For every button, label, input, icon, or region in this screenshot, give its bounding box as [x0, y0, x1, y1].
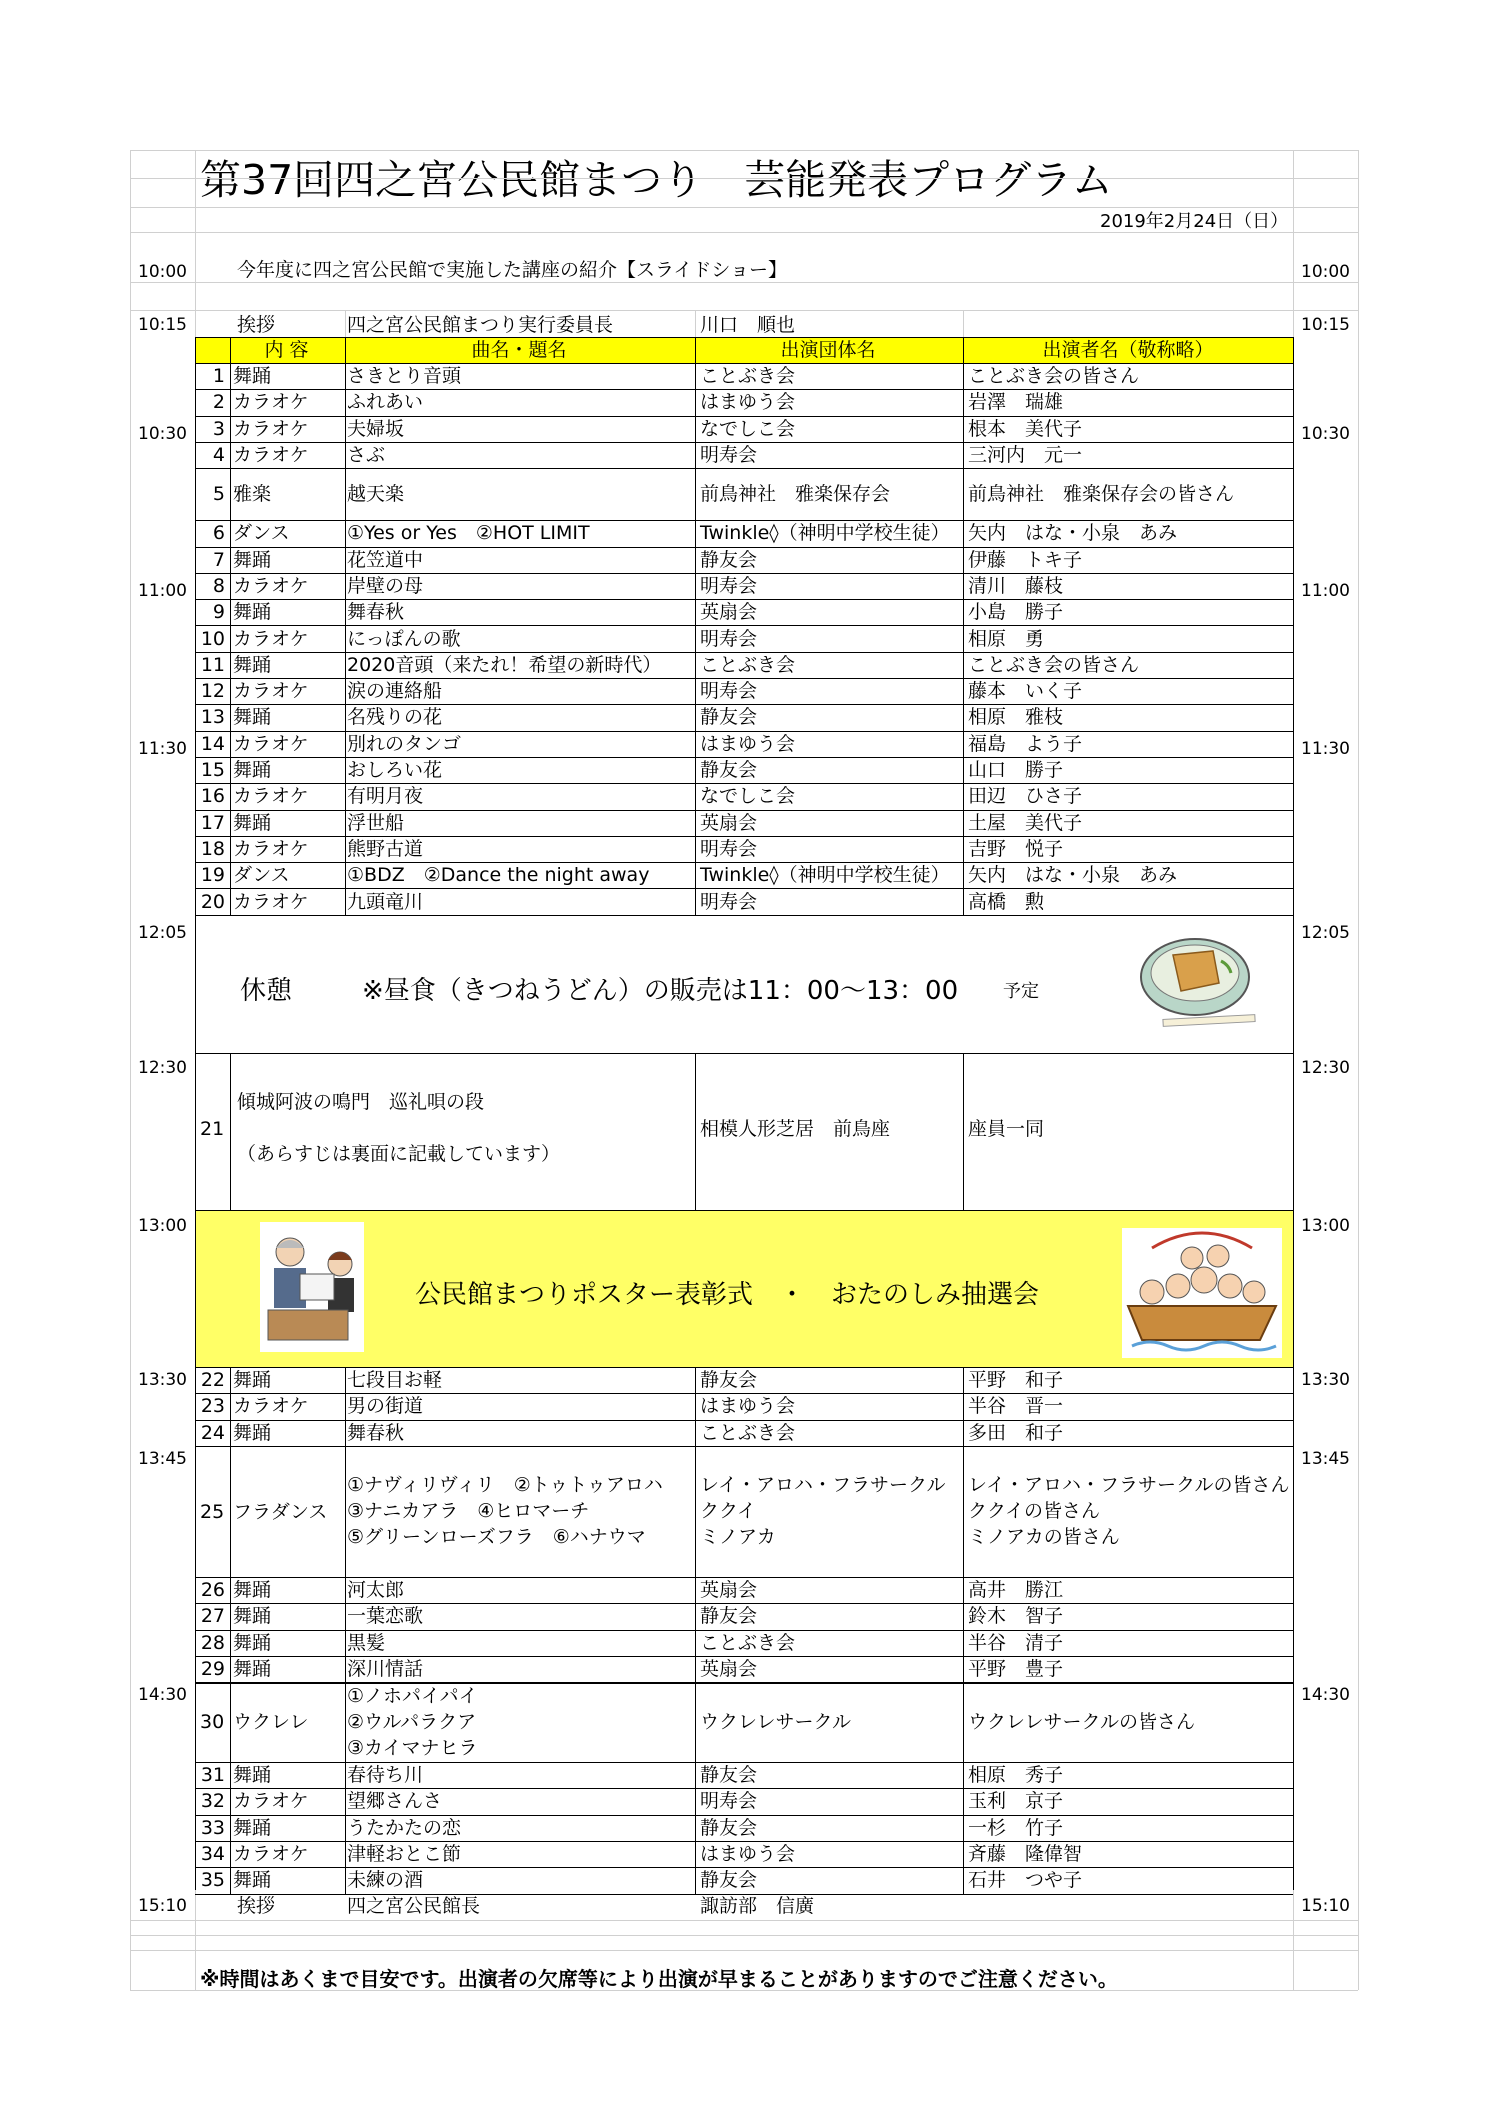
grid-line	[195, 888, 1293, 889]
row-type: カラオケ	[233, 627, 309, 650]
row-type: 舞踊	[233, 1421, 272, 1444]
row-number: 29	[200, 1658, 225, 1681]
grid-line	[695, 1053, 696, 1210]
grid-line	[230, 337, 231, 915]
row-performer: 根本 美代子	[968, 417, 1083, 440]
row-number: 34	[200, 1843, 225, 1866]
row-song: 七段目お軽	[347, 1369, 443, 1392]
row-number: 13	[200, 706, 225, 729]
row-type: カラオケ	[233, 574, 309, 597]
row-performer: 高井 勝江	[968, 1579, 1064, 1602]
header-song: 曲名・題名	[471, 339, 567, 361]
grid-line	[195, 1841, 1293, 1842]
row-performer: 矢内 はな・小泉 あみ	[968, 864, 1178, 887]
grid-line	[195, 573, 1293, 574]
grid-line	[130, 150, 131, 1990]
row-performer: 山口 勝子	[968, 759, 1064, 782]
row30-group: ウクレレサークル	[700, 1711, 851, 1733]
grid-line	[195, 468, 1293, 469]
row-number: 23	[200, 1395, 225, 1418]
row-performer: 藤本 いく子	[968, 680, 1083, 703]
row-type: カラオケ	[233, 417, 309, 440]
row-group: はまゆう会	[700, 1843, 796, 1866]
grid-line	[195, 1053, 1293, 1054]
lucky-gods-boat-icon	[1122, 1228, 1282, 1358]
grid-line	[195, 1762, 1293, 1763]
row-song: 浮世船	[347, 811, 405, 834]
row-type: カラオケ	[233, 1395, 309, 1418]
row-group: はまゆう会	[700, 391, 796, 414]
row-number: 8	[212, 574, 225, 597]
row-song: 一葉恋歌	[347, 1605, 424, 1628]
row-song: 九頭竜川	[347, 890, 424, 913]
row-number: 22	[200, 1369, 225, 1392]
row-song: 花笠道中	[347, 548, 424, 571]
row-type: 舞踊	[233, 759, 272, 782]
row-type: 舞踊	[233, 1605, 272, 1628]
row-performer: 岩澤 瑞雄	[968, 391, 1064, 414]
row-type: カラオケ	[233, 732, 309, 755]
page-title: 第37回四之宮公民館まつり 芸能発表プログラム	[200, 156, 1113, 204]
row-number: 17	[200, 811, 225, 834]
row-performer: 斉藤 隆偉智	[968, 1843, 1083, 1866]
row21-group: 相模人形芝居 前鳥座	[700, 1118, 891, 1140]
grid-line	[695, 337, 696, 915]
row-song: おしろい花	[347, 759, 443, 782]
time-label: 13:45	[138, 1449, 187, 1469]
grid-line	[195, 547, 1293, 548]
grid-line	[195, 1603, 1293, 1604]
row25-type: フラダンス	[233, 1501, 328, 1523]
row25-song: ③ナニカアラ ④ヒロマーチ	[347, 1500, 590, 1522]
time-label: 10:30	[138, 424, 187, 444]
row-song: ①BDZ ②Dance the night away	[347, 864, 650, 887]
row-song: さきとり音頭	[347, 365, 462, 388]
row-group: なでしこ会	[700, 785, 796, 808]
grid-line	[195, 1446, 1293, 1447]
grid-line	[195, 810, 1293, 811]
break-text: ※昼食（きつねうどん）の販売は11：00～13：00	[362, 976, 959, 1006]
row-group: 明寿会	[700, 837, 758, 860]
row-number: 11	[200, 653, 225, 676]
row-type: カラオケ	[233, 680, 309, 703]
header-group: 出演団体名	[780, 339, 876, 361]
row-performer: 半谷 清子	[968, 1631, 1064, 1654]
row-number: 14	[200, 732, 225, 755]
intro-text: 今年度に四之宮公民館で実施した講座の紹介【スライドショー】	[237, 259, 788, 281]
row-song: 岸壁の母	[347, 574, 424, 597]
grid-line	[130, 310, 1358, 311]
grid-line	[195, 337, 1293, 338]
row-performer: 平野 豊子	[968, 1658, 1064, 1681]
grid-line	[130, 1935, 1358, 1936]
row-song: 黒髪	[347, 1631, 386, 1654]
grid-line	[1358, 150, 1359, 1990]
grid-line	[195, 599, 1293, 600]
grid-line	[195, 442, 1293, 443]
grid-line	[195, 520, 1293, 521]
time-label: 10:30	[1301, 424, 1350, 444]
grid-line	[195, 1577, 1293, 1578]
row-type: 舞踊	[233, 365, 272, 388]
row-song: ふれあい	[347, 391, 424, 414]
row-performer: 鈴木 智子	[968, 1605, 1064, 1628]
grid-line	[345, 337, 346, 915]
row-performer: 土屋 美代子	[968, 811, 1083, 834]
row-song: 津軽おとこ節	[347, 1843, 462, 1866]
grid-line	[195, 1788, 1293, 1789]
row-song: うたかたの恋	[347, 1816, 462, 1839]
grid-line	[195, 915, 1293, 916]
row-group: はまゆう会	[700, 732, 796, 755]
time-label: 11:30	[1301, 739, 1350, 759]
row25-performer: ククイの皆さん	[968, 1500, 1101, 1522]
grid-line	[195, 836, 1293, 837]
row-group: 英扇会	[700, 811, 758, 834]
award-ceremony-icon	[260, 1222, 364, 1352]
row-number: 35	[200, 1869, 225, 1892]
grid-line	[130, 282, 1358, 283]
row-performer: ことぶき会の皆さん	[968, 653, 1140, 676]
row-group: 静友会	[700, 759, 758, 782]
row-performer: 玉利 京子	[968, 1790, 1064, 1813]
row-type: 舞踊	[233, 548, 272, 571]
row-number: 21	[200, 1118, 225, 1140]
grid-line	[195, 678, 1293, 679]
row-type: 舞踊	[233, 1369, 272, 1392]
row-type: 舞踊	[233, 653, 272, 676]
opening-name: 川口 順也	[700, 314, 796, 336]
row-song: 2020音頭（来たれ！希望の新時代）	[347, 653, 662, 676]
grid-line	[195, 1867, 1293, 1868]
row-performer: 伊藤 トキ子	[968, 548, 1083, 571]
grid-line	[195, 1367, 1293, 1368]
row-performer: 相原 秀子	[968, 1764, 1064, 1787]
row-number: 16	[200, 785, 225, 808]
row-number: 1	[212, 365, 225, 388]
row-group: 明寿会	[700, 627, 758, 650]
row25-group: ククイ	[700, 1500, 757, 1522]
row-number: 28	[200, 1631, 225, 1654]
row-number: 15	[200, 759, 225, 782]
row-number: 30	[200, 1711, 225, 1733]
row-number: 25	[200, 1501, 225, 1523]
time-label: 12:30	[1301, 1058, 1350, 1078]
row-type: 舞踊	[233, 1658, 272, 1681]
row-type: ダンス	[233, 522, 290, 545]
row-type: カラオケ	[233, 837, 309, 860]
time-label: 11:00	[138, 581, 187, 601]
row-type: 舞踊	[233, 601, 272, 624]
row-number: 3	[212, 417, 225, 440]
time-label: 15:10	[1301, 1896, 1350, 1916]
row-song: 舞春秋	[347, 601, 405, 624]
row-type: 舞踊	[233, 1764, 272, 1787]
row-type: カラオケ	[233, 890, 309, 913]
closing-role: 四之宮公民館長	[347, 1895, 481, 1917]
row-type: ダンス	[233, 864, 290, 887]
grid-line	[195, 416, 1293, 417]
time-label: 10:15	[138, 315, 187, 335]
row25-performer: レイ・アロハ・フラサークルの皆さん	[968, 1474, 1290, 1496]
row-number: 24	[200, 1421, 225, 1444]
row-number: 5	[212, 483, 225, 506]
grid-line	[195, 862, 1293, 863]
row-performer: 一杉 竹子	[968, 1816, 1064, 1839]
time-label: 10:00	[138, 262, 187, 282]
row-type: カラオケ	[233, 1843, 309, 1866]
row-group: ことぶき会	[700, 1631, 796, 1654]
grid-line	[195, 757, 1293, 758]
row-number: 32	[200, 1790, 225, 1813]
row-group: 静友会	[700, 1869, 758, 1892]
grid-line	[695, 1367, 696, 1894]
row-number: 4	[212, 444, 225, 467]
row-song: 未練の酒	[347, 1869, 424, 1892]
row-group: 静友会	[700, 548, 758, 571]
row-type: カラオケ	[233, 785, 309, 808]
row-number: 20	[200, 890, 225, 913]
row-number: 27	[200, 1605, 225, 1628]
header-content: 内 容	[264, 339, 309, 361]
grid-line	[130, 178, 1358, 179]
break-label: 休憩	[240, 976, 293, 1006]
row-group: Twinkle◊（神明中学校生徒）	[700, 864, 950, 887]
row-type: 舞踊	[233, 811, 272, 834]
row-number: 26	[200, 1579, 225, 1602]
time-label: 13:30	[138, 1370, 187, 1390]
row-performer: 多田 和子	[968, 1421, 1064, 1444]
row25-group: ミノアカ	[700, 1526, 776, 1548]
row21-title: 傾城阿波の鳴門 巡礼唄の段	[237, 1091, 485, 1113]
row-song: 涙の連絡船	[347, 680, 443, 703]
row-performer: ことぶき会の皆さん	[968, 365, 1140, 388]
row-number: 31	[200, 1764, 225, 1787]
row-song: さぶ	[347, 444, 386, 467]
row-number: 7	[212, 548, 225, 571]
row-number: 12	[200, 680, 225, 703]
row-group: 前鳥神社 雅楽保存会	[700, 483, 891, 506]
row-group: 英扇会	[700, 1579, 758, 1602]
row-group: 明寿会	[700, 444, 758, 467]
grid-line	[195, 625, 1293, 626]
row-performer: 吉野 悦子	[968, 837, 1064, 860]
row-type: 舞踊	[233, 1816, 272, 1839]
grid-line	[195, 389, 1293, 390]
row-type: 舞踊	[233, 1869, 272, 1892]
footnote: ※時間はあくまで目安です。出演者の欠席等により出演が早まることがありますのでご注意ください。	[200, 1967, 1118, 1991]
time-label: 13:45	[1301, 1449, 1350, 1469]
row30-song: ③カイマナヒラ	[347, 1737, 478, 1759]
row-group: 明寿会	[700, 680, 758, 703]
time-label: 13:00	[1301, 1216, 1350, 1236]
closing-label: 挨拶	[237, 1895, 276, 1917]
row-number: 9	[212, 601, 225, 624]
grid-line	[963, 1367, 964, 1894]
row25-performer: ミノアカの皆さん	[968, 1526, 1120, 1548]
time-label: 12:30	[138, 1058, 187, 1078]
row-performer: 福島 よう子	[968, 732, 1083, 755]
row-group: はまゆう会	[700, 1395, 796, 1418]
row-number: 18	[200, 837, 225, 860]
row-group: ことぶき会	[700, 1421, 796, 1444]
row-song: にっぽんの歌	[347, 627, 461, 650]
grid-line	[195, 652, 1293, 653]
row-song: 望郷さんさ	[347, 1790, 443, 1813]
row-performer: 清川 藤枝	[968, 574, 1064, 597]
time-label: 11:30	[138, 739, 187, 759]
row-group: 静友会	[700, 1369, 758, 1392]
row-performer: 矢内 はな・小泉 あみ	[968, 522, 1178, 545]
row-group: 英扇会	[700, 601, 758, 624]
row-group: 明寿会	[700, 1790, 758, 1813]
row-performer: 高橋 勲	[968, 890, 1045, 913]
row-type: カラオケ	[233, 1790, 309, 1813]
grid-line	[195, 1894, 1293, 1895]
row-performer: 前鳥神社 雅楽保存会の皆さん	[968, 483, 1235, 506]
row-song: 夫婦坂	[347, 417, 405, 440]
row25-song: ①ナヴィリヴィリ ②トゥトゥアロハ	[347, 1474, 663, 1496]
grid-line	[195, 1656, 1293, 1657]
grid-line	[695, 310, 696, 337]
row30-song: ①ノホパイパイ	[347, 1685, 478, 1707]
grid-line	[195, 731, 1293, 732]
row-number: 33	[200, 1816, 225, 1839]
row-song: 名残りの花	[347, 706, 443, 729]
row-song: 別れのタンゴ	[347, 732, 462, 755]
break-suffix: 予定	[1003, 981, 1039, 1002]
row-song: 有明月夜	[347, 785, 424, 808]
row-song: 春待ち川	[347, 1764, 424, 1787]
grid-line	[195, 363, 1293, 364]
row-group: 英扇会	[700, 1658, 758, 1681]
event-date: 2019年2月24日（日）	[1100, 211, 1289, 232]
row-performer: 三河内 元一	[968, 444, 1083, 467]
row-type: カラオケ	[233, 444, 309, 467]
row-group: 明寿会	[700, 574, 758, 597]
grid-line	[195, 1420, 1293, 1421]
grid-line	[195, 783, 1293, 784]
row30-type: ウクレレ	[233, 1711, 309, 1733]
row30-song: ②ウルパラクア	[347, 1711, 477, 1733]
row-group: 静友会	[700, 706, 758, 729]
time-label: 15:10	[138, 1896, 187, 1916]
opening-label: 挨拶	[237, 314, 276, 336]
header-performer: 出演者名（敬称略）	[1042, 339, 1214, 361]
row25-song: ⑤グリーンローズフラ ⑥ハナウマ	[347, 1526, 646, 1548]
row-performer: 小島 勝子	[968, 601, 1064, 624]
closing-name: 諏訪部 信廣	[700, 1895, 815, 1917]
ceremony-text: 公民館まつりポスター表彰式 ・ おたのしみ抽選会	[415, 1280, 1040, 1310]
time-label: 14:30	[138, 1685, 187, 1705]
row-number: 6	[212, 522, 225, 545]
grid-line	[130, 207, 1358, 208]
udon-icon	[1135, 925, 1265, 1040]
row-song: 男の街道	[347, 1395, 424, 1418]
time-label: 12:05	[1301, 923, 1350, 943]
row21-performer: 座員一同	[968, 1118, 1045, 1140]
row-song: 河太郎	[347, 1579, 405, 1602]
grid-line	[130, 150, 1358, 151]
time-label: 13:30	[1301, 1370, 1350, 1390]
time-label: 12:05	[138, 923, 187, 943]
row-type: 舞踊	[233, 1579, 272, 1602]
row-song: 越天楽	[347, 483, 405, 506]
row-performer: 田辺 ひさ子	[968, 785, 1083, 808]
row-song: 深川情話	[347, 1658, 424, 1681]
row-type: 雅楽	[233, 483, 272, 506]
row-performer: 相原 雅枝	[968, 706, 1064, 729]
time-label: 11:00	[1301, 581, 1350, 601]
grid-line	[130, 1920, 1358, 1921]
row-group: ことぶき会	[700, 653, 796, 676]
time-label: 10:00	[1301, 262, 1350, 282]
row-group: なでしこ会	[700, 417, 796, 440]
grid-line	[195, 337, 196, 1890]
grid-line	[195, 1630, 1293, 1631]
time-label: 10:15	[1301, 315, 1350, 335]
row-group: 静友会	[700, 1816, 758, 1839]
grid-line	[345, 1367, 346, 1894]
row-group: Twinkle◊（神明中学校生徒）	[700, 522, 950, 545]
row-song: 舞春秋	[347, 1421, 405, 1444]
grid-line	[230, 1367, 231, 1894]
row-type: 舞踊	[233, 1631, 272, 1654]
time-label: 13:00	[138, 1216, 187, 1236]
grid-line	[963, 337, 964, 915]
grid-line	[195, 1210, 1293, 1211]
row-number: 10	[200, 627, 225, 650]
row-performer: 平野 和子	[968, 1369, 1064, 1392]
row-type: カラオケ	[233, 391, 309, 414]
grid-line	[345, 310, 346, 337]
row-number: 19	[200, 864, 225, 887]
grid-line	[130, 1950, 1358, 1951]
row-song: ①Yes or Yes ②HOT LIMIT	[347, 522, 590, 545]
row-performer: 半谷 晋一	[968, 1395, 1064, 1418]
opening-role: 四之宮公民館まつり実行委員長	[347, 314, 614, 336]
row-group: 静友会	[700, 1764, 758, 1787]
grid-line	[195, 1683, 1293, 1684]
grid-line	[195, 1393, 1293, 1394]
row-song: 熊野古道	[347, 837, 424, 860]
row25-group: レイ・アロハ・フラサークル	[700, 1474, 946, 1496]
row-performer: 相原 勇	[968, 627, 1045, 650]
grid-line	[195, 704, 1293, 705]
grid-line	[230, 1053, 231, 1210]
grid-line	[1293, 337, 1294, 1890]
time-label: 14:30	[1301, 1685, 1350, 1705]
grid-line	[195, 1815, 1293, 1816]
row-number: 2	[212, 391, 225, 414]
row21-note: （あらすじは裏面に記載しています）	[237, 1143, 561, 1165]
grid-line	[963, 1053, 964, 1210]
row-group: 静友会	[700, 1605, 758, 1628]
grid-line	[130, 1990, 1358, 1991]
row-group: ことぶき会	[700, 365, 796, 388]
row-group: 明寿会	[700, 890, 758, 913]
grid-line	[963, 310, 964, 337]
grid-line	[130, 232, 1358, 233]
row-performer: 石井 つや子	[968, 1869, 1083, 1892]
row-type: 舞踊	[233, 706, 272, 729]
row30-performer: ウクレレサークルの皆さん	[968, 1711, 1195, 1733]
